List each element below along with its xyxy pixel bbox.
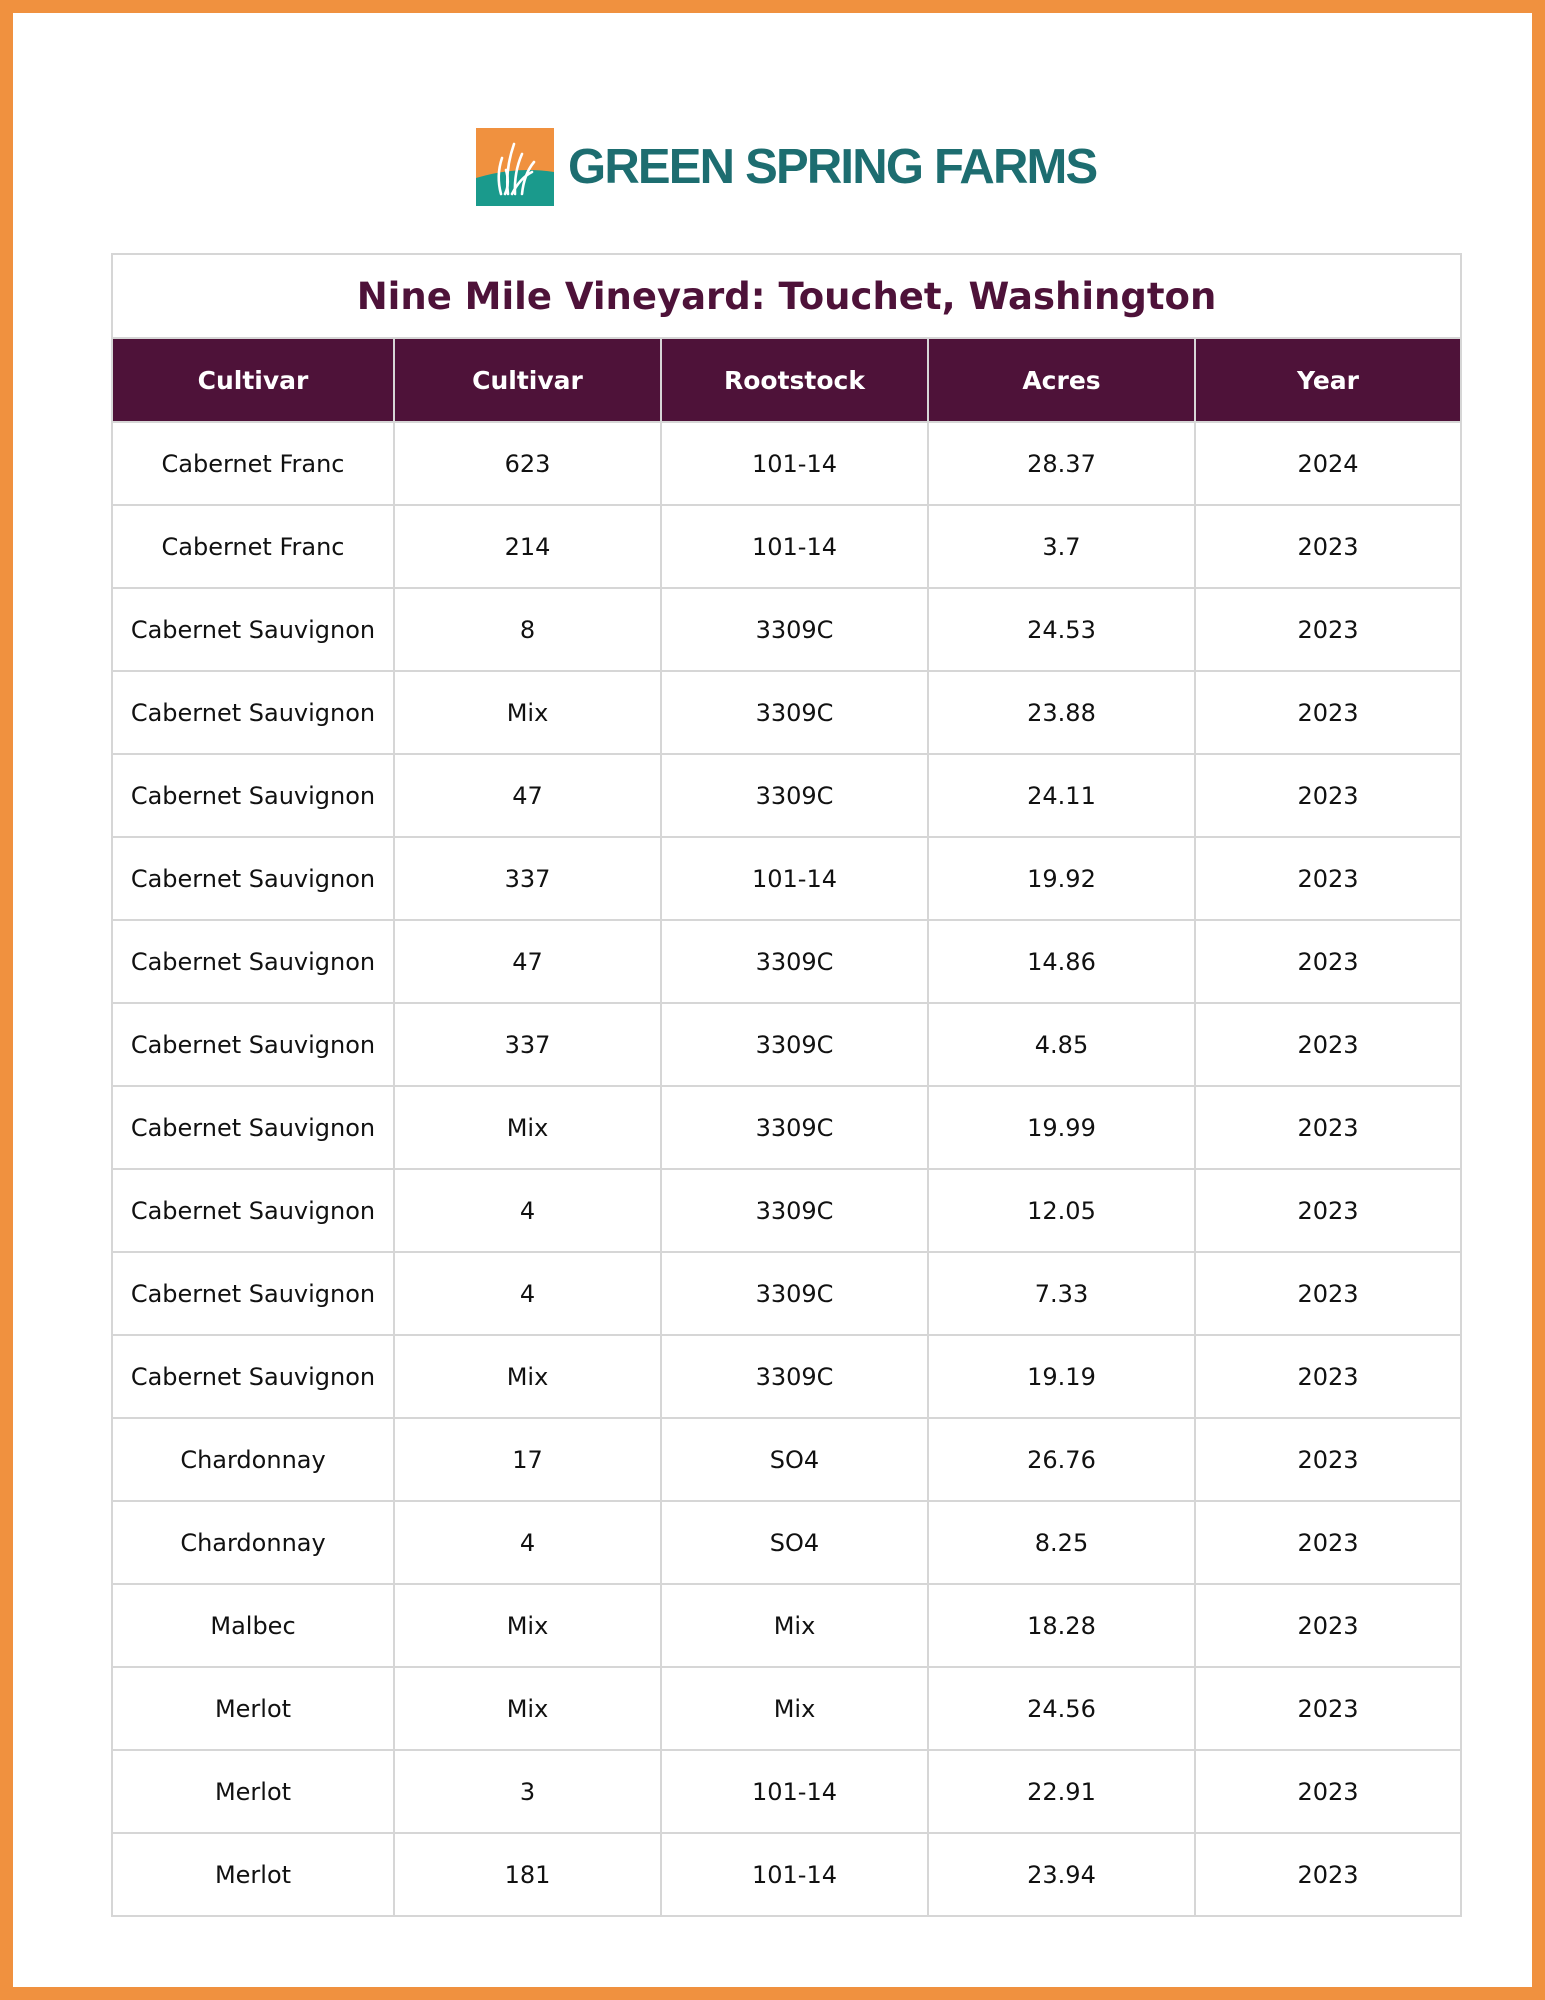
table-cell: Mix: [394, 1335, 661, 1418]
table-cell: 623: [394, 422, 661, 505]
table-row: [112, 1086, 1461, 1169]
table-cell: 2023: [1195, 588, 1461, 671]
brand-name: GREEN SPRING FARMS: [568, 140, 1097, 194]
table-title: Nine Mile Vineyard: Touchet, Washington: [112, 254, 1461, 338]
table-cell: Cabernet Sauvignon: [112, 1169, 394, 1252]
table-row: [112, 1501, 1461, 1584]
table-cell: 3: [394, 1750, 661, 1833]
table-header-row: [112, 338, 1461, 422]
wheat-grass-icon: [476, 128, 554, 206]
table-row: [112, 1418, 1461, 1501]
table-cell: 8.25: [928, 1501, 1195, 1584]
table-cell: 47: [394, 920, 661, 1003]
table-cell: 3309C: [661, 1003, 928, 1086]
table-cell: Chardonnay: [112, 1501, 394, 1584]
table-cell: Malbec: [112, 1584, 394, 1667]
table-cell: Cabernet Sauvignon: [112, 837, 394, 920]
table-body: [112, 422, 1461, 1916]
table-row: [112, 1335, 1461, 1418]
table-cell: 2023: [1195, 1501, 1461, 1584]
table-cell: Cabernet Franc: [112, 505, 394, 588]
table-cell: 2023: [1195, 1750, 1461, 1833]
table-cell: 2023: [1195, 1667, 1461, 1750]
table-row: [112, 1584, 1461, 1667]
vineyard-table: [111, 253, 1462, 1917]
table-cell: Cabernet Sauvignon: [112, 1252, 394, 1335]
table-cell: 22.91: [928, 1750, 1195, 1833]
table-row: [112, 754, 1461, 837]
table-cell: 2023: [1195, 920, 1461, 1003]
table-cell: SO4: [661, 1418, 928, 1501]
table-cell: 2023: [1195, 1584, 1461, 1667]
table-cell: 3309C: [661, 920, 928, 1003]
table-row: [112, 671, 1461, 754]
table-row: [112, 505, 1461, 588]
table-cell: 2023: [1195, 1833, 1461, 1916]
column-header: Acres: [928, 338, 1195, 422]
table-row: [112, 920, 1461, 1003]
table-cell: 2023: [1195, 505, 1461, 588]
column-header: Cultivar: [112, 338, 394, 422]
table-cell: 2023: [1195, 1086, 1461, 1169]
table-cell: 4: [394, 1169, 661, 1252]
table-cell: 2023: [1195, 671, 1461, 754]
table-cell: 2023: [1195, 1418, 1461, 1501]
table-cell: 23.88: [928, 671, 1195, 754]
table-cell: Cabernet Sauvignon: [112, 671, 394, 754]
table-cell: 24.56: [928, 1667, 1195, 1750]
table-cell: 2023: [1195, 1252, 1461, 1335]
table-cell: 4: [394, 1252, 661, 1335]
table-row: [112, 1003, 1461, 1086]
table-cell: Cabernet Sauvignon: [112, 1335, 394, 1418]
table-row: [112, 1667, 1461, 1750]
table-cell: 214: [394, 505, 661, 588]
table-cell: 2024: [1195, 422, 1461, 505]
table-cell: 3309C: [661, 754, 928, 837]
table-cell: 23.94: [928, 1833, 1195, 1916]
table-cell: 18.28: [928, 1584, 1195, 1667]
column-header: Rootstock: [661, 338, 928, 422]
table-cell: Mix: [661, 1667, 928, 1750]
table-cell: 28.37: [928, 422, 1195, 505]
table-cell: 101-14: [661, 505, 928, 588]
table-cell: 2023: [1195, 1169, 1461, 1252]
table-cell: 4.85: [928, 1003, 1195, 1086]
table-cell: 24.11: [928, 754, 1195, 837]
table-cell: 17: [394, 1418, 661, 1501]
table-cell: 101-14: [661, 1750, 928, 1833]
table-cell: 3309C: [661, 671, 928, 754]
table-cell: 2023: [1195, 754, 1461, 837]
table-cell: 26.76: [928, 1418, 1195, 1501]
table-cell: 337: [394, 1003, 661, 1086]
table-cell: 47: [394, 754, 661, 837]
table-cell: 101-14: [661, 1833, 928, 1916]
table-cell: 337: [394, 837, 661, 920]
table-cell: Cabernet Sauvignon: [112, 1003, 394, 1086]
table-row: [112, 1169, 1461, 1252]
table-cell: Mix: [394, 1667, 661, 1750]
table-cell: 2023: [1195, 1003, 1461, 1086]
table-cell: Cabernet Franc: [112, 422, 394, 505]
table-cell: 7.33: [928, 1252, 1195, 1335]
table-cell: 3.7: [928, 505, 1195, 588]
table-cell: Chardonnay: [112, 1418, 394, 1501]
table-cell: Mix: [394, 1584, 661, 1667]
table-cell: 3309C: [661, 1335, 928, 1418]
table-cell: 101-14: [661, 422, 928, 505]
table-cell: 3309C: [661, 1169, 928, 1252]
table-cell: Mix: [394, 671, 661, 754]
table-cell: 3309C: [661, 1086, 928, 1169]
table-cell: Cabernet Sauvignon: [112, 1086, 394, 1169]
table-row: [112, 588, 1461, 671]
brand-logo: [476, 128, 1096, 206]
table-cell: Mix: [661, 1584, 928, 1667]
table-cell: SO4: [661, 1501, 928, 1584]
table-cell: 101-14: [661, 837, 928, 920]
table-cell: 8: [394, 588, 661, 671]
table-cell: 2023: [1195, 837, 1461, 920]
table-row: [112, 1833, 1461, 1916]
table-cell: 4: [394, 1501, 661, 1584]
table-cell: 19.92: [928, 837, 1195, 920]
table-cell: 14.86: [928, 920, 1195, 1003]
table-cell: 2023: [1195, 1335, 1461, 1418]
table-cell: Mix: [394, 1086, 661, 1169]
column-header: Cultivar: [394, 338, 661, 422]
table-cell: 181: [394, 1833, 661, 1916]
table-cell: 3309C: [661, 1252, 928, 1335]
table-row: [112, 422, 1461, 505]
table-row: [112, 837, 1461, 920]
table-cell: Merlot: [112, 1750, 394, 1833]
table-cell: 19.19: [928, 1335, 1195, 1418]
table-cell: Merlot: [112, 1667, 394, 1750]
table-cell: 3309C: [661, 588, 928, 671]
table-cell: 12.05: [928, 1169, 1195, 1252]
table-cell: Cabernet Sauvignon: [112, 920, 394, 1003]
table-cell: Cabernet Sauvignon: [112, 754, 394, 837]
table-cell: 19.99: [928, 1086, 1195, 1169]
table-cell: 24.53: [928, 588, 1195, 671]
table-row: [112, 1750, 1461, 1833]
table-cell: Merlot: [112, 1833, 394, 1916]
column-header: Year: [1195, 338, 1461, 422]
table-cell: Cabernet Sauvignon: [112, 588, 394, 671]
table-row: [112, 1252, 1461, 1335]
